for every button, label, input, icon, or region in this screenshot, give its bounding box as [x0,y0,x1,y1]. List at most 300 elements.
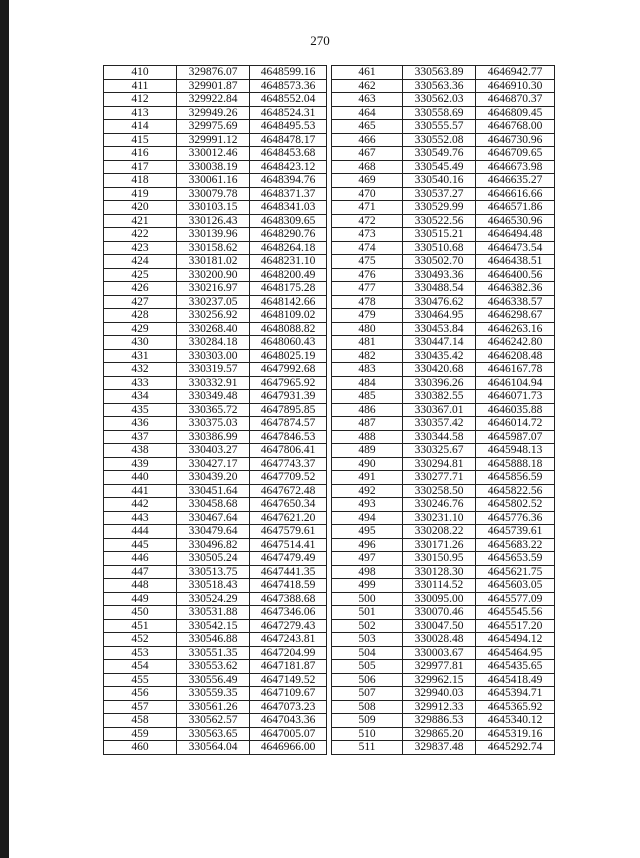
y-coordinate-cell: 4646035.88 [476,403,555,417]
table-row [104,430,327,444]
point-number-cell: 510 [332,727,403,741]
y-coordinate-cell: 4646382.36 [476,282,555,296]
table-row [332,147,555,161]
x-coordinate-cell: 330542.15 [177,619,250,633]
table-row [104,228,327,242]
point-number-cell: 493 [332,498,403,512]
table-row [104,268,327,282]
y-coordinate-cell: 4648423.12 [250,160,327,174]
table-row [104,538,327,552]
y-coordinate-cell: 4646673.98 [476,160,555,174]
point-number-cell: 481 [332,336,403,350]
x-coordinate-cell: 330496.82 [177,538,250,552]
y-coordinate-cell: 4646966.00 [250,741,327,755]
y-coordinate-cell: 4646571.86 [476,201,555,215]
point-number-cell: 467 [332,147,403,161]
point-number-cell: 449 [104,592,177,606]
y-coordinate-cell: 4647479.49 [250,552,327,566]
x-coordinate-cell: 330451.64 [177,484,250,498]
table-row [332,322,555,336]
x-coordinate-cell: 330231.10 [403,511,476,525]
y-coordinate-cell: 4648309.65 [250,214,327,228]
x-coordinate-cell: 329962.15 [403,673,476,687]
y-coordinate-cell: 4645464.95 [476,646,555,660]
x-coordinate-cell: 330128.30 [403,565,476,579]
y-coordinate-cell: 4647279.43 [250,619,327,633]
y-coordinate-cell: 4648060.43 [250,336,327,350]
table-row [104,741,327,755]
y-coordinate-cell: 4648025.19 [250,349,327,363]
y-coordinate-cell: 4647149.52 [250,673,327,687]
table-row [332,201,555,215]
x-coordinate-cell: 329837.48 [403,741,476,755]
table-row [332,255,555,269]
point-number-cell: 504 [332,646,403,660]
x-coordinate-cell: 330522.56 [403,214,476,228]
point-number-cell: 472 [332,214,403,228]
y-coordinate-cell: 4647441.35 [250,565,327,579]
y-coordinate-cell: 4648341.03 [250,201,327,215]
y-coordinate-cell: 4646338.57 [476,295,555,309]
y-coordinate-cell: 4647005.07 [250,727,327,741]
y-coordinate-cell: 4646400.56 [476,268,555,282]
table-row [332,79,555,93]
table-row [104,363,327,377]
point-number-cell: 499 [332,579,403,593]
x-coordinate-cell: 330546.88 [177,633,250,647]
x-coordinate-cell: 330294.81 [403,457,476,471]
table-row [332,727,555,741]
table-row [332,66,555,80]
x-coordinate-cell: 330562.57 [177,714,250,728]
point-number-cell: 432 [104,363,177,377]
table-row [332,700,555,714]
y-coordinate-cell: 4645987.07 [476,430,555,444]
table-row [332,349,555,363]
point-number-cell: 453 [104,646,177,660]
x-coordinate-cell: 330476.62 [403,295,476,309]
table-row [104,349,327,363]
point-number-cell: 470 [332,187,403,201]
point-number-cell: 461 [332,66,403,80]
y-coordinate-cell: 4646709.65 [476,147,555,161]
x-coordinate-cell: 330365.72 [177,403,250,417]
x-coordinate-cell: 329991.12 [177,133,250,147]
x-coordinate-cell: 330505.24 [177,552,250,566]
x-coordinate-cell: 330349.48 [177,390,250,404]
y-coordinate-cell: 4645739.61 [476,525,555,539]
point-number-cell: 429 [104,322,177,336]
x-coordinate-cell: 330382.55 [403,390,476,404]
x-coordinate-cell: 330256.92 [177,309,250,323]
y-coordinate-cell: 4647709.52 [250,471,327,485]
point-number-cell: 478 [332,295,403,309]
point-number-cell: 462 [332,79,403,93]
y-coordinate-cell: 4645653.59 [476,552,555,566]
x-coordinate-cell: 330563.65 [177,727,250,741]
y-coordinate-cell: 4645856.59 [476,471,555,485]
x-coordinate-cell: 330502.70 [403,255,476,269]
table-row [104,579,327,593]
point-number-cell: 445 [104,538,177,552]
point-number-cell: 448 [104,579,177,593]
x-coordinate-cell: 330332.91 [177,376,250,390]
table-row [332,309,555,323]
point-number-cell: 423 [104,241,177,255]
x-coordinate-cell: 330458.68 [177,498,250,512]
point-number-cell: 465 [332,120,403,134]
table-row [332,241,555,255]
table-row [332,484,555,498]
x-coordinate-cell: 330246.76 [403,498,476,512]
x-coordinate-cell: 329901.87 [177,79,250,93]
table-row [104,120,327,134]
y-coordinate-cell: 4647388.68 [250,592,327,606]
x-coordinate-cell: 330561.26 [177,700,250,714]
x-coordinate-cell: 330531.88 [177,606,250,620]
point-number-cell: 437 [104,430,177,444]
y-coordinate-cell: 4645776.36 [476,511,555,525]
table-row [104,687,327,701]
point-number-cell: 446 [104,552,177,566]
y-coordinate-cell: 4647073.23 [250,700,327,714]
table-row [332,390,555,404]
point-number-cell: 463 [332,93,403,107]
x-coordinate-cell: 330095.00 [403,592,476,606]
x-coordinate-cell: 330427.17 [177,457,250,471]
table-row [104,147,327,161]
y-coordinate-cell: 4646768.00 [476,120,555,134]
y-coordinate-cell: 4646014.72 [476,417,555,431]
y-coordinate-cell: 4645418.49 [476,673,555,687]
point-number-cell: 496 [332,538,403,552]
point-number-cell: 477 [332,282,403,296]
x-coordinate-cell: 330284.18 [177,336,250,350]
y-coordinate-cell: 4645621.75 [476,565,555,579]
table-row [332,565,555,579]
y-coordinate-cell: 4647418.59 [250,579,327,593]
point-number-cell: 441 [104,484,177,498]
table-row [104,93,327,107]
table-row [104,214,327,228]
y-coordinate-cell: 4648231.10 [250,255,327,269]
y-coordinate-cell: 4645340.12 [476,714,555,728]
table-row [332,673,555,687]
x-coordinate-cell: 330158.62 [177,241,250,255]
point-number-cell: 508 [332,700,403,714]
table-row [104,336,327,350]
point-number-cell: 425 [104,268,177,282]
point-number-cell: 476 [332,268,403,282]
y-coordinate-cell: 4648371.37 [250,187,327,201]
x-coordinate-cell: 330555.57 [403,120,476,134]
y-coordinate-cell: 4648394.76 [250,174,327,188]
point-number-cell: 421 [104,214,177,228]
point-number-cell: 444 [104,525,177,539]
table-row [104,390,327,404]
point-number-cell: 475 [332,255,403,269]
x-coordinate-cell: 330564.04 [177,741,250,755]
x-coordinate-cell: 330386.99 [177,430,250,444]
x-coordinate-cell: 330556.49 [177,673,250,687]
x-coordinate-cell: 330171.26 [403,538,476,552]
table-row [104,471,327,485]
table-row [332,133,555,147]
table-row [104,700,327,714]
table-row [104,309,327,323]
y-coordinate-cell: 4646809.45 [476,106,555,120]
table-row [104,619,327,633]
x-coordinate-cell: 330537.27 [403,187,476,201]
y-coordinate-cell: 4647846.53 [250,430,327,444]
point-number-cell: 433 [104,376,177,390]
scan-edge [0,0,9,858]
point-number-cell: 411 [104,79,177,93]
y-coordinate-cell: 4647650.34 [250,498,327,512]
point-number-cell: 487 [332,417,403,431]
y-coordinate-cell: 4647806.41 [250,444,327,458]
y-coordinate-cell: 4645292.74 [476,741,555,755]
y-coordinate-cell: 4645394.71 [476,687,555,701]
point-number-cell: 494 [332,511,403,525]
point-number-cell: 442 [104,498,177,512]
table-row [104,457,327,471]
y-coordinate-cell: 4648109.02 [250,309,327,323]
y-coordinate-cell: 4645603.05 [476,579,555,593]
x-coordinate-cell: 330545.49 [403,160,476,174]
table-row [104,552,327,566]
table-row [104,727,327,741]
point-number-cell: 511 [332,741,403,755]
x-coordinate-cell: 330258.50 [403,484,476,498]
x-coordinate-cell: 330420.68 [403,363,476,377]
y-coordinate-cell: 4647579.61 [250,525,327,539]
x-coordinate-cell: 330552.08 [403,133,476,147]
table-row [104,295,327,309]
table-row [104,66,327,80]
point-number-cell: 412 [104,93,177,107]
y-coordinate-cell: 4646730.96 [476,133,555,147]
y-coordinate-cell: 4647672.48 [250,484,327,498]
x-coordinate-cell: 329886.53 [403,714,476,728]
y-coordinate-cell: 4648552.04 [250,93,327,107]
table-row [332,430,555,444]
table-row [104,511,327,525]
y-coordinate-cell: 4648495.53 [250,120,327,134]
y-coordinate-cell: 4646298.67 [476,309,555,323]
table-row [332,619,555,633]
table-row [104,673,327,687]
x-coordinate-cell: 330181.02 [177,255,250,269]
y-coordinate-cell: 4647109.67 [250,687,327,701]
x-coordinate-cell: 330515.21 [403,228,476,242]
point-number-cell: 473 [332,228,403,242]
table-row [332,363,555,377]
x-coordinate-cell: 330479.64 [177,525,250,539]
point-number-cell: 457 [104,700,177,714]
table-row [332,444,555,458]
y-coordinate-cell: 4646870.37 [476,93,555,107]
table-row [104,187,327,201]
x-coordinate-cell: 330114.52 [403,579,476,593]
table-row [332,268,555,282]
page-number: 270 [310,33,330,48]
point-number-cell: 426 [104,282,177,296]
point-number-cell: 450 [104,606,177,620]
table-row [104,322,327,336]
x-coordinate-cell: 330268.40 [177,322,250,336]
y-coordinate-cell: 4645545.56 [476,606,555,620]
x-coordinate-cell: 329876.07 [177,66,250,80]
table-row [104,606,327,620]
y-coordinate-cell: 4645577.09 [476,592,555,606]
point-number-cell: 482 [332,349,403,363]
point-number-cell: 420 [104,201,177,215]
point-number-cell: 502 [332,619,403,633]
table-row [104,498,327,512]
coordinates-table-container [103,65,555,755]
y-coordinate-cell: 4648599.16 [250,66,327,80]
x-coordinate-cell: 330524.29 [177,592,250,606]
y-coordinate-cell: 4646635.27 [476,174,555,188]
y-coordinate-cell: 4646473.54 [476,241,555,255]
x-coordinate-cell: 330216.97 [177,282,250,296]
y-coordinate-cell: 4646616.66 [476,187,555,201]
table-row [104,241,327,255]
x-coordinate-cell: 330467.64 [177,511,250,525]
y-coordinate-cell: 4647346.06 [250,606,327,620]
point-number-cell: 480 [332,322,403,336]
x-coordinate-cell: 330208.22 [403,525,476,539]
x-coordinate-cell: 330003.67 [403,646,476,660]
point-number-cell: 447 [104,565,177,579]
point-number-cell: 452 [104,633,177,647]
x-coordinate-cell: 330319.57 [177,363,250,377]
y-coordinate-cell: 4646263.16 [476,322,555,336]
y-coordinate-cell: 4648453.68 [250,147,327,161]
table-row [104,376,327,390]
x-coordinate-cell: 330357.42 [403,417,476,431]
x-coordinate-cell: 330070.46 [403,606,476,620]
y-coordinate-cell: 4646494.48 [476,228,555,242]
point-number-cell: 503 [332,633,403,647]
table-row [332,714,555,728]
point-number-cell: 459 [104,727,177,741]
point-number-cell: 492 [332,484,403,498]
point-number-cell: 424 [104,255,177,269]
y-coordinate-cell: 4647895.85 [250,403,327,417]
point-number-cell: 506 [332,673,403,687]
y-coordinate-cell: 4647874.57 [250,417,327,431]
y-coordinate-cell: 4648478.17 [250,133,327,147]
y-coordinate-cell: 4647181.87 [250,660,327,674]
point-number-cell: 415 [104,133,177,147]
coordinates-table-right [331,65,555,755]
x-coordinate-cell: 330493.36 [403,268,476,282]
x-coordinate-cell: 330325.67 [403,444,476,458]
table-row [332,160,555,174]
table-row [104,660,327,674]
point-number-cell: 484 [332,376,403,390]
x-coordinate-cell: 330079.78 [177,187,250,201]
point-number-cell: 464 [332,106,403,120]
y-coordinate-cell: 4647992.68 [250,363,327,377]
y-coordinate-cell: 4646104.94 [476,376,555,390]
table-row [104,444,327,458]
y-coordinate-cell: 4647043.36 [250,714,327,728]
table-row [332,687,555,701]
y-coordinate-cell: 4647621.20 [250,511,327,525]
table-row [104,417,327,431]
x-coordinate-cell: 330439.20 [177,471,250,485]
table-row [104,255,327,269]
point-number-cell: 428 [104,309,177,323]
point-number-cell: 451 [104,619,177,633]
table-row [332,741,555,755]
x-coordinate-cell: 330375.03 [177,417,250,431]
x-coordinate-cell: 330396.26 [403,376,476,390]
table-row [104,106,327,120]
table-row [332,120,555,134]
y-coordinate-cell: 4645948.13 [476,444,555,458]
table-row [332,471,555,485]
x-coordinate-cell: 330453.84 [403,322,476,336]
x-coordinate-cell: 330549.76 [403,147,476,161]
point-number-cell: 491 [332,471,403,485]
point-number-cell: 479 [332,309,403,323]
y-coordinate-cell: 4647514.41 [250,538,327,552]
table-row [104,714,327,728]
point-number-cell: 489 [332,444,403,458]
x-coordinate-cell: 329865.20 [403,727,476,741]
x-coordinate-cell: 330553.62 [177,660,250,674]
x-coordinate-cell: 330540.16 [403,174,476,188]
table-row [104,403,327,417]
point-number-cell: 466 [332,133,403,147]
x-coordinate-cell: 330126.43 [177,214,250,228]
table-row [332,498,555,512]
table-row [332,403,555,417]
y-coordinate-cell: 4646910.30 [476,79,555,93]
table-row [332,525,555,539]
y-coordinate-cell: 4645319.16 [476,727,555,741]
y-coordinate-cell: 4648200.49 [250,268,327,282]
table-row [332,579,555,593]
x-coordinate-cell: 330277.71 [403,471,476,485]
table-row [104,133,327,147]
point-number-cell: 505 [332,660,403,674]
y-coordinate-cell: 4648524.31 [250,106,327,120]
point-number-cell: 497 [332,552,403,566]
point-number-cell: 460 [104,741,177,755]
point-number-cell: 500 [332,592,403,606]
table-row [332,214,555,228]
point-number-cell: 471 [332,201,403,215]
table-row [332,552,555,566]
y-coordinate-cell: 4645517.20 [476,619,555,633]
table-row [332,660,555,674]
y-coordinate-cell: 4646530.96 [476,214,555,228]
y-coordinate-cell: 4646208.48 [476,349,555,363]
table-row [332,511,555,525]
table-row [332,336,555,350]
point-number-cell: 456 [104,687,177,701]
y-coordinate-cell: 4648088.82 [250,322,327,336]
table-row [104,79,327,93]
x-coordinate-cell: 330558.69 [403,106,476,120]
point-number-cell: 488 [332,430,403,444]
point-number-cell: 483 [332,363,403,377]
